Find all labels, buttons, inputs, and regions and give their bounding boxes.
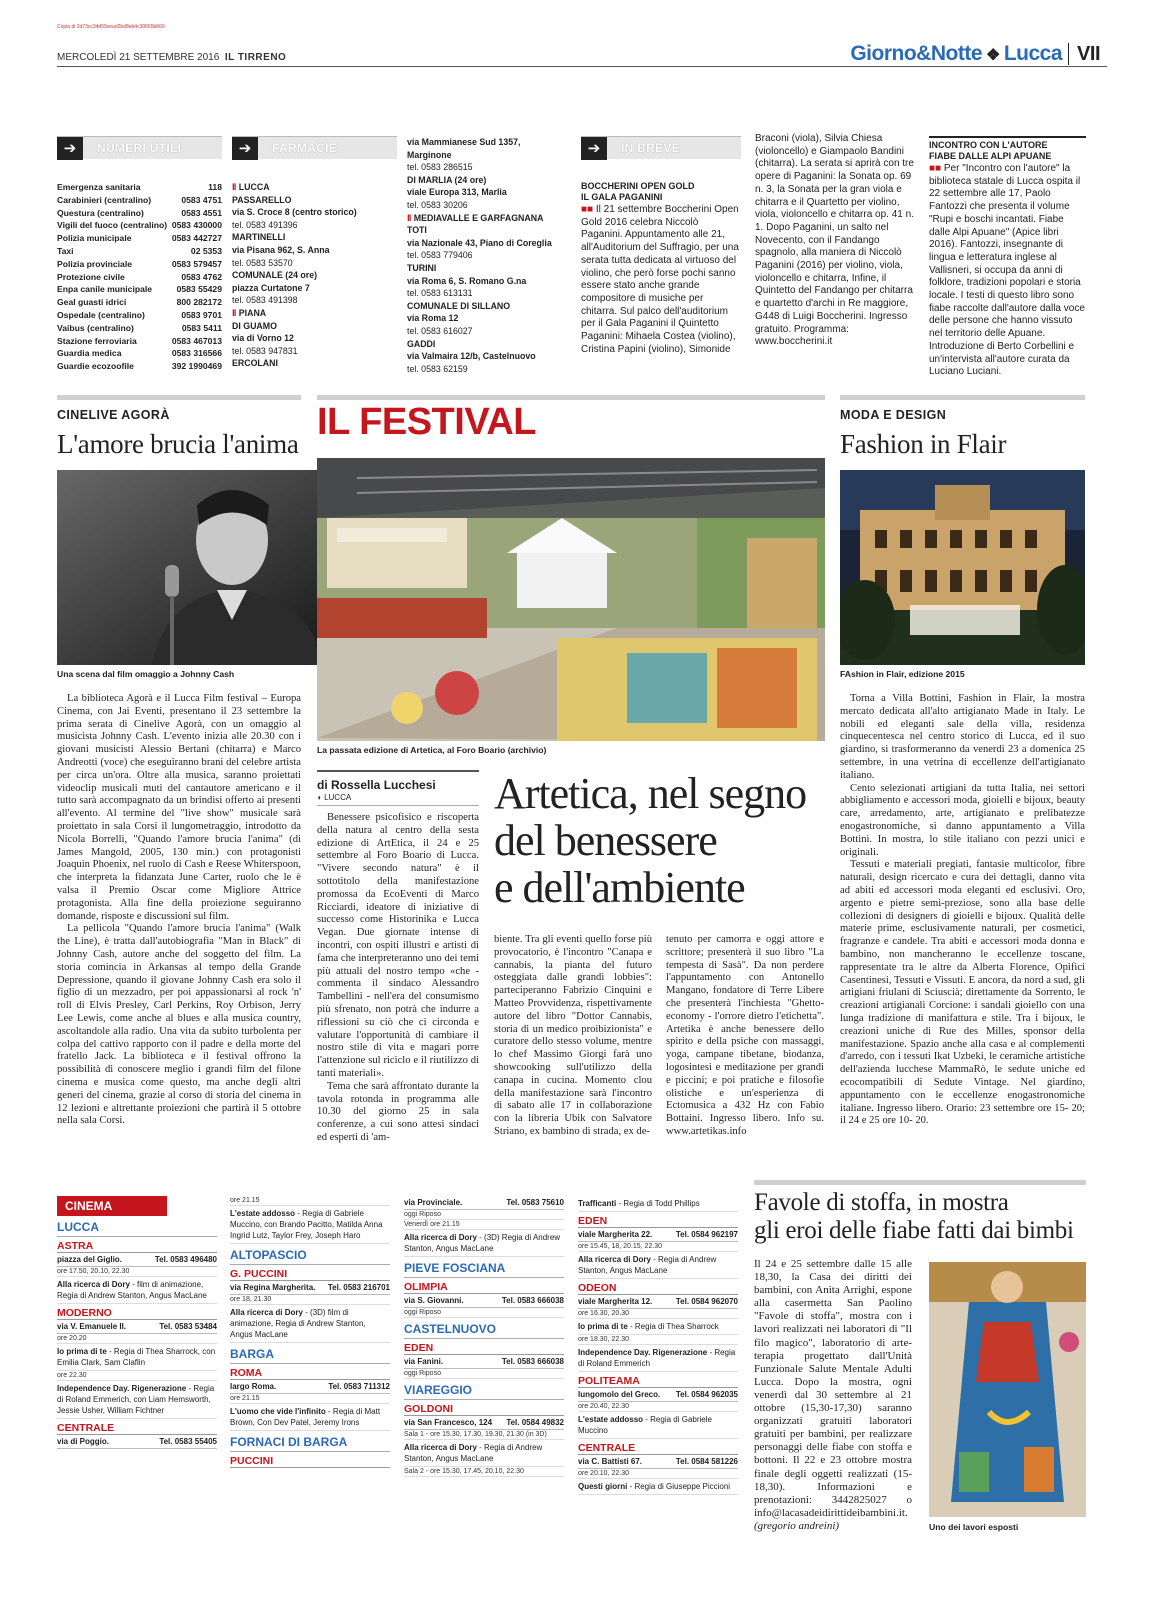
phone-number: 0583 4551: [181, 207, 222, 218]
villa-bottini-photo: [840, 470, 1085, 665]
favole-article: [754, 1180, 1086, 1245]
phone-label: Stazione ferroviaria: [57, 335, 137, 346]
film-title: Trafficanti: [578, 1199, 617, 1208]
film-credits: - Regia di Andrew Stanton, Angus MacLane: [578, 1255, 717, 1275]
cinema-showtime: ore 22.30: [57, 1371, 217, 1381]
area-name: MEDIAVALLE E GARFAGNANA: [413, 212, 544, 223]
cinelive-title: L'amore brucia l'anima: [57, 429, 299, 459]
film-credits: - Regia di Gabriele Muccino, con Brando Pacitto, Matilda Anna Ingrid Lutz, Taylor Frey, Joseph Haro: [230, 1209, 383, 1240]
favole-photo: [929, 1262, 1086, 1517]
cinema-showtime: oggi Riposo: [404, 1308, 564, 1318]
phone-row: [57, 181, 222, 194]
festival-title-2: del benessere: [494, 816, 717, 865]
cinema-film: [404, 1230, 564, 1257]
farmacie-list-1: [232, 181, 397, 370]
cinema-theatre: ODEON: [578, 1282, 738, 1295]
cinema-showtime: oggi Riposo: [404, 1210, 564, 1220]
cinema-phone: Tel. 0583 666038: [501, 1357, 564, 1366]
area-name: PIANA: [238, 307, 267, 318]
cinema-theatre: EDEN: [404, 1342, 564, 1355]
cinema-theatre: POLITEAMA: [578, 1375, 738, 1388]
boccherini-headline: [581, 181, 741, 203]
phone-number: 02 5353: [190, 245, 222, 256]
phone-number: 0583 4762: [181, 271, 222, 282]
cinema-phone: Tel. 0583 75610: [506, 1198, 564, 1207]
brand-separator: ❖: [986, 47, 1000, 64]
cinema-showtime: oggi Riposo: [404, 1369, 564, 1379]
cinema-street: via Provinciale.: [404, 1198, 463, 1207]
phone-number: 0583 316566: [171, 348, 222, 359]
cinema-city: BARGA: [230, 1347, 390, 1364]
moda-paragraph-1: Torna a Villa Bottini, Fashion in Flair, la mostra mercato dedicata all'alto artigianato Made in Italy. Le nobili ed eleganti sale della villa, residenza cinquecentesca nel centro storico di Lucca, ed il suo giardino, si trasformeranno da venerdì 23 a domenica 25 settembre, in una vetrina di eccellenze dell'artigianato italiano.: [840, 693, 1085, 781]
phone-row: [57, 347, 222, 360]
film-title: Alla ricerca di Dory: [404, 1443, 477, 1452]
pharmacy-info: via di Vorno 12: [232, 333, 294, 344]
arrow-right-icon: ➔: [232, 137, 258, 160]
cinema-street: lungomolo del Greco.: [578, 1390, 661, 1399]
numeri-utili-list: [57, 181, 222, 373]
phone-row: [57, 322, 222, 335]
phone-label: Protezione civile: [57, 271, 125, 282]
moda-caption: FAshion in Flair, edizione 2015: [840, 669, 965, 679]
cinema-showtime: ore 18, 21.30: [230, 1295, 390, 1305]
in-breve-header: [581, 136, 741, 159]
phone-label: Ospedale (centralino): [57, 309, 145, 320]
cinema-film: [230, 1206, 390, 1244]
favole-caption: Uno dei lavori esposti: [929, 1522, 1019, 1532]
cinema-address: [230, 1380, 390, 1394]
cinema-street: via C. Battisti 67.: [578, 1457, 643, 1466]
cinelive-article: [57, 395, 301, 1128]
cinema-theatre: OLIMPIA: [404, 1281, 564, 1294]
brand-right: Lucca: [1003, 42, 1063, 65]
festival-title-3: e dell'ambiente: [494, 863, 745, 912]
film-title: L'uomo che vide l'infinito: [230, 1407, 326, 1416]
cinema-film: [578, 1319, 738, 1335]
phone-row: [57, 360, 222, 373]
cinelive-section: CINELIVE AGORÀ: [57, 408, 170, 422]
pharmacy-info: ERCOLANI: [232, 358, 278, 369]
pharmacy-phone: tel. 0583 62159: [407, 363, 468, 374]
phone-label: Taxi: [57, 245, 74, 256]
pharmacy-info: DI GUAMO: [232, 320, 277, 331]
in-breve-title: IN BREVE: [621, 141, 681, 155]
bullet-marker-icon: ■■: [581, 204, 596, 215]
favole-title-2: gli eroi delle fiabe fatti dai bimbi: [754, 1217, 1074, 1244]
cinema-street: via V. Emanuele II.: [57, 1322, 127, 1331]
phone-number: 392 1990469: [171, 361, 222, 372]
cinema-city: ALTOPASCIO: [230, 1248, 390, 1265]
cinema-film: [230, 1305, 390, 1343]
phone-row: [57, 219, 222, 232]
section-bar: [754, 1180, 1086, 1185]
phone-label: Polizia provinciale: [57, 258, 132, 269]
festival-body-1: [317, 812, 479, 1145]
dateline-place: LUCCA: [324, 793, 352, 802]
film-credits: - Regia di Matt Brown, Con Dev Patel, Jeremy Irons: [230, 1407, 381, 1427]
boccherini-text-1: [581, 204, 741, 356]
pharmacy-info: GADDI: [407, 338, 436, 349]
cinema-showtime: ore 21.15: [230, 1196, 390, 1206]
film-credits: - Regia di Giuseppe Piccioni: [627, 1482, 731, 1491]
pharmacy-phone: tel. 0583 947831: [232, 345, 298, 356]
cinema-film: [57, 1277, 217, 1304]
phone-label: Vigili del fuoco (centralino): [57, 220, 168, 231]
festival-article: [317, 395, 825, 755]
marker-icon: Ⅱ: [232, 182, 239, 192]
section-bar: [57, 395, 301, 400]
cinema-theatre: GOLDONI: [404, 1403, 564, 1416]
moda-paragraph-3: Tessuti e materiali pregiati, fantasie multicolor, fibre naturali, design ricercato e cura dei dettagli, danno vita ad abiti ed accessori moda eleganti ed esclusivi. Oro, argento e pietre semi-preziose, sono alla base delle collezioni di designers di gioielli e bijoux. Qualità delle materie prime, esclusivamente naturali, per cosmetici, fragranze e candele. Tra abiti e accessori moda donna e bambino, non mancheranno le eccellenze toscane, rappresentate tra le altre da Alberta Florence, Opifici Casentinesi, Tessuti e Vissuti. E ancora, da nord a sud, gli artigiani friulani di Sciuscià; direttamente da Sorrento, le creazioni artigianali Corcione: i sandali gioiello con una lunga tradizione di manifattura e stile. Tra i bijoux, le creazioni uniche di Rue des Milles, sponsor della manifestazione. Spazio anche alla casa e al complementi d'arredo, con i tessuti Ikat Uzbeki, le ceramiche artistiche dell'azienda lucchese MammaRò, le sedute uniche ed ecocompatibili di Sedute Vintage. Nel giardino, appuntamento con le eccellenze enogastronomiche italiane. Ingresso libero. Orario: 23 settembre ore 15- 20; il 24 e 25 ore 10- 20.: [840, 859, 1085, 1127]
phone-number: 0583 4751: [181, 194, 222, 205]
film-credits: - Regia di Todd Phillips: [616, 1199, 700, 1208]
incontro-head1: INCONTRO CON L'AUTORE: [929, 140, 1048, 150]
boccherini-text-2: Braconi (viola), Silvia Chiesa (violoncello) e Giampaolo Bandini (chitarra). La serata si aprirà con tre opere di Paganini: la Sonata op. 69 n. 3, la Sonata per la gran viola e chitarra e il Quartetto per violino, viola, violoncello e chitarra op. 41 n. 1. Dopo Paganini, un salto nel Novecento, con il Fandango spagnolo, alla maniera di Niccolò Paganini (2016) per violino, viola, violoncello e chitarra, Infine, il Quintetto del Fandango per chitarra e quartetto d'archi in Re maggiore, G448 di Luigi Boccherini. Ingresso gratuito. Programma: www.boccherini.it: [755, 133, 914, 348]
favole-text: Il 24 e 25 settembre dalle 15 alle 18,30, la Casa dei diritti dei bambini, con Anita Arrighi, espone alla casermetta San Paolino "Favole di stoffa", mostra con i lavori realizzati nei laboratori di "Il filo magico", laboratorio di arte-terapia progettato dall'Unità Funzionale Salute Mentale Adulti Lucca. Dopo la mostra, ogni venerdì dal 30 settembre al 21 ottobre (15,30-17,30) saranno organizzati gratuiti laboratori gratuiti per bambini, per realizzare personaggi delle fiabe con stoffa e bottoni. Il 22 e 23 ottobre mostra finale degli oggetti realizzati (15-18,30). Informazioni e prenotazioni: 3442825027 o info@lacasadeidirittideibambini.it.: [754, 1258, 912, 1519]
cinema-phone: Tel. 0584 49832: [506, 1418, 564, 1427]
pharmacy-info: PASSARELLO: [232, 194, 292, 205]
pharmacy-info: COMUNALE (24 ore): [232, 270, 318, 281]
cinema-theatre: ROMA: [230, 1367, 390, 1380]
in-breve-box: [581, 136, 741, 356]
pharmacy-info: via Roma 12: [407, 313, 459, 324]
cinema-film: [578, 1479, 738, 1495]
moda-body: [840, 693, 1085, 1128]
pharmacy-info: DI MARLIA (24 ore): [407, 174, 487, 185]
pharmacy-area: [232, 181, 397, 194]
cinema-film: [578, 1345, 738, 1372]
cinema-showtime: ore 21.15: [230, 1394, 390, 1404]
phone-label: Carabinieri (centralino): [57, 194, 152, 205]
cinema-address: [57, 1320, 217, 1334]
phone-number: 0583 442727: [171, 233, 222, 244]
phone-label: Enpa canile municipale: [57, 284, 153, 295]
cinema-address: [57, 1435, 217, 1449]
pharmacy-info: via Mammianese Sud 1357,: [407, 137, 521, 147]
film-credits: - Regia di Andrew Stanton, Angus MacLane: [404, 1443, 543, 1463]
film-credits: - Regia di Roland Emmerich: [578, 1348, 736, 1368]
cinema-theatre: G. PUCCINI: [230, 1268, 390, 1281]
cinema-listings-3: [404, 1196, 564, 1477]
favole-title: [754, 1189, 1086, 1245]
farmacie-list-2: [407, 136, 572, 375]
film-title: Io prima di te: [57, 1347, 107, 1356]
cinema-city: VIAREGGIO: [404, 1383, 564, 1400]
farmacie-title: FARMACIE: [272, 141, 338, 155]
numeri-utili-title: NUMERI UTILI: [97, 141, 182, 155]
pharmacy-phone: tel. 0583 491398: [232, 295, 298, 306]
phone-row: [57, 258, 222, 271]
cinema-listings-2: [230, 1196, 390, 1468]
phone-number: 0583 579457: [171, 258, 222, 269]
pharmacy-phone: tel. 0583 53570: [232, 257, 293, 268]
incontro-head2: FIABE DALLE ALPI APUANE: [929, 151, 1052, 161]
marker-icon: Ⅱ: [232, 307, 239, 318]
pharmacy-phone: tel. 0583 30206: [407, 199, 468, 210]
festival-title-1: Artetica, nel segno: [494, 769, 807, 818]
section-bar: [840, 395, 1085, 400]
numeri-utili-box: [57, 136, 222, 373]
cinema-showtime: Venerdì ore 21.15: [404, 1220, 564, 1230]
cinema-city: PIEVE FOSCIANA: [404, 1261, 564, 1278]
cinema-film: [578, 1252, 738, 1279]
cinema-theatre: EDEN: [578, 1215, 738, 1228]
phone-number: 118: [208, 182, 222, 192]
cinema-phone: Tel. 0583 666038: [501, 1296, 564, 1305]
cinema-street: viale Margherita 22.: [578, 1230, 653, 1239]
cinelive-caption: Una scena dal film omaggio a Johnny Cash: [57, 669, 235, 679]
pharmacy-info: via Nazionale 43, Piano di Coreglia: [407, 237, 552, 248]
pharmacy-info: via Valmaira 12/b, Castelnuovo: [407, 351, 536, 362]
numeri-utili-header: [57, 136, 222, 159]
phone-label: Guardia medica: [57, 348, 122, 359]
cinema-film: [578, 1412, 738, 1439]
johnny-cash-photo: [57, 470, 357, 665]
phone-label: Questura (centralino): [57, 207, 144, 218]
boccherini-head1: BOCCHERINI OPEN GOLD: [581, 181, 695, 191]
phone-row: [57, 207, 222, 220]
cinema-street: via Fanini.: [404, 1357, 444, 1366]
cinema-showtime: ore 17.50, 20.10, 22.30: [57, 1267, 217, 1277]
festival-title: [494, 770, 824, 911]
film-title: Alla ricerca di Dory: [404, 1233, 477, 1242]
cinema-city: FORNACI DI BARGA: [230, 1435, 390, 1452]
cinema-address: [578, 1228, 738, 1242]
cinema-theatre: CENTRALE: [578, 1442, 738, 1455]
cinema-theatre: ASTRA: [57, 1240, 217, 1253]
marker-icon: Ⅱ: [407, 212, 414, 223]
cinema-theatre: PUCCINI: [230, 1455, 390, 1468]
film-title: L'estate addosso: [578, 1415, 644, 1424]
cinelive-paragraph-1: La biblioteca Agorà e il Lucca Film festival – Europa Cinema, con Jai Eventi, presentano il 23 settembre la prima serata di Cinelive Agorà, con un omaggio al musicista Johnny Cash. L'evento inizia alle 20.30 con i giovani musicisti Alessio Bertani (chitarra) e Marco Andreotti (voce) che eseguiranno brani del celebre artista per circa un'ora. Oltre alla musica, saranno proiettati videoclip musicali muti del cantautore americano e il tutto sarà accompagnato da un brindisi offerto ai presenti all'evento. Al termine del "live show" musicale sarà proiettato in sala Corsi il lungometraggio, introdotto da Nicola Borrelli, "Quando l'amore brucia l'anima" (di James Mangold, 2005, 130 min.) con protagonisti Joaquin Phoenix, nel ruolo di Cash e Reese Whiterspoon, che interpreta la fidanzata June Carter, ruolo che le è valsa il Premio Oscar come Migliore Attrice protagonista. Alla fine della proiezione seguiranno domande, risposte e discussioni sul film.: [57, 693, 301, 922]
cinema-showtime: ore 18.30, 22.30: [578, 1335, 738, 1345]
cinema-theatre: CENTRALE: [57, 1422, 217, 1435]
phone-row: [57, 232, 222, 245]
date-text: MERCOLEDÌ 21 SETTEMBRE 2016: [57, 52, 220, 63]
phone-row: [57, 245, 222, 258]
cinema-col-1: [57, 1196, 217, 1449]
phone-row: [57, 194, 222, 207]
area-name: LUCCA: [238, 182, 270, 192]
byline: di Rossella Lucchesi: [317, 770, 479, 792]
boccherini-head2: IL GALA PAGANINI: [581, 192, 663, 202]
cinema-phone: Tel. 0583 711312: [328, 1382, 390, 1391]
film-credits: - Regia di Roland Emmerich, con Liam Hemsworth, Jessie Usher, William Fichtner: [57, 1384, 215, 1415]
festival-col-1: [317, 770, 479, 1145]
film-credits: - Regia di Gabriele Muccino: [578, 1415, 712, 1435]
film-title: L'estate addosso: [230, 1209, 296, 1218]
phone-label: Vaibus (centralino): [57, 322, 134, 333]
phone-row: [57, 271, 222, 284]
dateline: ◗ LUCCA: [317, 793, 479, 806]
copy-id: Copia di 2d73cc34d55cead2bd8eb4c30665b660: [57, 24, 165, 30]
artetica-photo: [317, 458, 825, 741]
farmacie-header: [232, 136, 397, 159]
incontro-box: [929, 136, 1086, 379]
film-title: Independence Day. Rigenerazione: [578, 1348, 708, 1357]
pharmacy-info: TURINI: [407, 262, 437, 273]
phone-number: 0583 9701: [181, 309, 222, 320]
cinema-phone: Tel. 0583 496480: [154, 1255, 217, 1264]
phone-row: [57, 283, 222, 296]
cinelive-paragraph-2: La pellicola "Quando l'amore brucia l'anima" (Walk the Line), è tratta dall'autobiografia "Man in Black" di Johnny Cash, autore anche del soggetto del film. La storia comincia in Arkansas al tempo della Grande Depressione, quando il giovane Johnny Cash era solo il figlio di un mezzadro, per poi appassionarsi al rock 'n' roll di Elvis Presley, Carl Perkins, Roy Orbison, Jerry Lee Lewis, come anche al blues e alla musica country, ascoltandole alla radio. Una vita da subito turbolenta per colpa del cattivo rapporto con il padre e della morte del fratello Jack. La biblioteca e il festival offrono la possibilità di conoscere meglio i grandi film del filone cinema e musica come questo, ma anche degli altri generi del cinema, grazie al corso di storia del cinema in 12 lezioni e altrettante proiezioni che partirà il 5 ottobre nella sala Corsi.: [57, 923, 301, 1127]
cinema-address: [578, 1455, 738, 1469]
festival-paragraph-1: Benessere psicofisico e riscoperta della natura al centro della sesta edizione di ArtEtica, il 24 e 25 settembre al Foro Boario di Lucca. "Vivere secondo natura" è il sottotitolo della manifestazione promossa da EcoEventi di Marco Ricciardi, ideatore di iniziative di successo come Historinika e Lucca Vegan. Due giornate intense di incontri, con ospiti illustri e artisti di fama che interpreteranno uno dei temi più attuali del nostro tempo «che - commenta il sindaco Alessandro Tambellini - nell'era del consumismo più sfrenato, non potrà che indurre a riflessioni su ciò che ci circonda e valutare l'opportunità di cambiare il nostro stile di vita e magari porre l'attenzione sul riciclo e il riutilizzo di tanti materiali».: [317, 812, 479, 1079]
cinema-street: via Regina Margherita.: [230, 1283, 316, 1292]
film-credits: - Regia di Thea Sharrock: [627, 1322, 719, 1331]
festival-caption: La passata edizione di Artetica, al Foro Boario (archivio): [317, 745, 547, 755]
moda-article: [840, 395, 1085, 1128]
phone-label: Geal guasti idrici: [57, 297, 127, 308]
festival-section: IL FESTIVAL: [317, 401, 536, 443]
cinema-city: CASTELNUOVO: [404, 1322, 564, 1339]
cinema-street: via S. Giovanni.: [404, 1296, 464, 1305]
cinema-film: [57, 1344, 217, 1371]
pharmacy-area: [232, 307, 397, 320]
incontro-body: Per "Incontro con l'autore" la biblioteca statale di Lucca ospita il 22 settembre alle 17, Paolo Fantozzi che presenta il volume "Rupi e boschi incantati. Fiabe dalle Alpi Apuane" (Apice libri 2016). Fantozzi, insegnante di lingua e letteratura inglese al Vallisneri, si occupa da anni di folklore, tradizioni popolari e storia locale. I testi di questo libro sono fiabe raccolte dall'autore dalla voce delle persone che hanno vissuto nel territorio delle Apuane. Introduzione di Berto Corbellini e un'intervista all'autore curata da Luciano Luciani.: [929, 163, 1085, 378]
favole-title-1: Favole di stoffa, in mostra: [754, 1189, 1009, 1216]
pharmacy-phone: tel. 0583 613131: [407, 288, 473, 299]
film-title: Alla ricerca di Dory: [230, 1308, 303, 1317]
newspaper-name: IL TIRRENO: [224, 52, 287, 63]
pharmacy-info: piazza Curtatone 7: [232, 282, 310, 293]
cinema-address: [404, 1416, 564, 1430]
phone-label: Guardie ecozoofile: [57, 361, 134, 372]
cinema-address: [57, 1253, 217, 1267]
festival-paragraph-2: Tema che sarà affrontato durante la tavola rotonda in programma alle 10.30 del giorno 25 in sala conferenze, a cui sono attesi sindaci ed esperti di 'am-: [317, 1080, 479, 1143]
cinema-phone: Tel. 0583 55405: [159, 1437, 217, 1446]
moda-title: Fashion in Flair: [840, 429, 1007, 459]
cinema-film: [404, 1440, 564, 1467]
cinema-listings-4: [578, 1196, 738, 1495]
cinema-address: [404, 1196, 564, 1210]
boccherini-col1: Il 21 settembre Boccherini Open Gold 2016 celebra Niccolò Paganini. Appuntamento alle 21, all'Auditorium del Suffragio, per una serata tutta dedicata al virtuoso del violino, che però forse pochi sanno essere stato anche grande compositore di musiche per chitarra. Sul palco dell'auditorium per il Gala Paganini il Quintetto Paganini: Mihaela Costea (violino), Cristina Papini (violino), Simonide: [581, 204, 739, 355]
pharmacy-info: MARTINELLI: [232, 232, 286, 243]
film-credits: - (3D) film di animazione, Regia di Andrew Stanton, Angus MacLane: [230, 1308, 366, 1339]
cinema-film: [578, 1196, 738, 1212]
pharmacy-phone: tel. 0583 491396: [232, 219, 298, 230]
phone-row: [57, 296, 222, 309]
film-title: Alla ricerca di Dory: [578, 1255, 651, 1264]
cinema-address: [404, 1294, 564, 1308]
cinema-listings-1: [57, 1220, 217, 1449]
brand-left: Giorno&Notte: [850, 42, 982, 65]
pharmacy-phone: tel. 0583 286515: [407, 162, 473, 173]
incontro-text: [929, 163, 1086, 379]
phone-number: 800 282172: [176, 297, 222, 308]
cinema-address: [404, 1355, 564, 1369]
phone-label: Emergenza sanitaria: [57, 182, 141, 192]
moda-section: MODA E DESIGN: [840, 408, 947, 422]
cinema-phone: Tel. 0584 962035: [675, 1390, 738, 1399]
pharmacy-info: COMUNALE DI SILLANO: [407, 300, 511, 311]
cinema-address: [578, 1388, 738, 1402]
phone-number: 0583 430000: [171, 220, 222, 231]
cinema-phone: Tel. 0584 962197: [675, 1230, 738, 1239]
film-credits: - (3D) Regia di Andrew Stanton, Angus MacLane: [404, 1233, 561, 1253]
cinema-street: viale Margherita 12.: [578, 1297, 653, 1306]
phone-row: [57, 309, 222, 322]
cinema-street: largo Roma.: [230, 1382, 277, 1391]
cinema-phone: Tel. 0583 216701: [327, 1283, 390, 1292]
film-credits: - Regia di Thea Sharrock, con Emilia Clark, Sam Claflin: [57, 1347, 216, 1367]
phone-number: 0583 5411: [181, 322, 222, 333]
header-rule: [57, 66, 1107, 67]
incontro-headline: [929, 136, 1086, 162]
film-title: Questi giorni: [578, 1482, 628, 1491]
cinema-street: via di Poggio.: [57, 1437, 110, 1446]
pharmacy-info: TOTI: [407, 225, 427, 236]
arrow-right-icon: ➔: [57, 137, 83, 160]
cinema-showtime: ore 16.30, 20.30: [578, 1309, 738, 1319]
cinema-theatre: MODERNO: [57, 1307, 217, 1320]
cinema-showtime: Sala 1 - ore 15.30, 17.30, 19.30, 21.30 (in 3D): [404, 1430, 564, 1440]
cinema-phone: Tel. 0584 581226: [675, 1457, 738, 1466]
arrow-right-icon: ➔: [581, 137, 607, 160]
cinema-title: CINEMA: [57, 1196, 167, 1216]
phone-label: Polizia municipale: [57, 233, 132, 244]
film-title: Alla ricerca di Dory: [57, 1280, 130, 1289]
film-credits: - film di animazione, Regia di Andrew Stanton, Angus MacLane: [57, 1280, 207, 1300]
cinema-showtime: Sala 2 - ore 15.30, 17.45, 20.10, 22.30: [404, 1467, 564, 1477]
cinema-address: [578, 1295, 738, 1309]
cinema-showtime: ore 15.45, 18, 20.15, 22.30: [578, 1242, 738, 1252]
pharmacy-phone: tel. 0583 616027: [407, 325, 473, 336]
film-title: Io prima di te: [578, 1322, 628, 1331]
festival-body-2: biente. Tra gli eventi quello forse più provocatorio, è l'incontro "Canapa e cannabis, la pianta del futuro osteggiata dalle grandi lobbies": parteciperanno Fabrizio Cinquini e Matteo Provvidenza, rispettivamente autore del libro "Dottor Cannabis, storia di un medico proibizionista" e curatore dello stesso volume, mentre lo chef Massimo Giorgi farà uno showcooking sull'utilizzo della canapa in cucina. Momento clou della manifestazione sarà l'incontro di sabato alle 17 in collaborazione con la libreria Ubik con Salvatore Striano, ex bambino di strada, ex de-: [494, 934, 652, 1137]
favole-body: [754, 1258, 912, 1533]
pharmacy-info: via S. Croce 8 (centro storico): [232, 207, 357, 218]
cinema-phone: Tel. 0583 53484: [159, 1322, 217, 1331]
festival-body-3: tenuto per camorra e oggi attore e scrittore; presenterà il suo libro "La tempesta di Sasà". Da non perdere l'appuntamento con Antonello Mangano, fondatore di Terre Libere che presenterà l'inchiesta "Ghetto-economy - l'orrore dietro l'etichetta". Artetika è anche benessere dello spirito e della psiche con massaggi, yoga, campane tibetane, biodanza, logosintesi e meditazione per grandi e piccini; e poi pratiche e filosofie olistiche e un'esperienza di Ectomusica a 432 Hz con Fabio Bottaini. Ingresso libero. Info su. www.artetikas.info: [666, 934, 824, 1137]
page-number: VII: [1068, 43, 1100, 65]
cinema-showtime: ore 20.20: [57, 1334, 217, 1344]
phone-number: 0583 467013: [171, 335, 222, 346]
cinema-showtime: ore 20.10, 22.30: [578, 1469, 738, 1479]
pharmacy-info: via Roma 6, S. Romano G.na: [407, 275, 527, 286]
phone-number: 0583 55429: [176, 284, 222, 295]
cinema-street: via San Francesco, 124: [404, 1418, 493, 1427]
cinema-city: LUCCA: [57, 1220, 217, 1237]
pharmacy-info: Marginone: [407, 149, 452, 160]
bullet-marker-icon: ■■: [929, 163, 944, 174]
phone-row: [57, 335, 222, 348]
cinelive-body: [57, 693, 301, 1128]
farmacie-box: [232, 136, 397, 370]
cinema-film: [230, 1404, 390, 1431]
pharmacy-area: [407, 212, 572, 225]
issue-date: [57, 52, 286, 63]
section-brand: [850, 42, 1100, 66]
film-title: Independence Day. Rigenerazione: [57, 1384, 187, 1393]
cinema-film: [57, 1381, 217, 1419]
cinema-phone: Tel. 0584 962070: [675, 1297, 738, 1306]
pharmacy-info: via Pisana 962, S. Anna: [232, 244, 330, 255]
cinema-street: piazza del Giglio.: [57, 1255, 122, 1264]
pharmacy-info: viale Europa 313, Marlia: [407, 187, 507, 198]
moda-paragraph-2: Cento selezionati artigiani da tutta Italia, nei settori abbigliamento e accessori moda, gioielli e bijoux, beauty care, arredamento, arte, artigianato e prelibatezze enogastronomiche, si danno appuntamento a Villa Bottini. In mostra, lo stile italiano con pezzi unici e originali.: [840, 782, 1085, 858]
cinema-address: [230, 1281, 390, 1295]
pharmacy-phone: tel. 0583 779406: [407, 250, 473, 261]
cinema-showtime: ore 20.40, 22.30: [578, 1402, 738, 1412]
favole-signature: (gregorio andreini): [754, 1519, 840, 1532]
